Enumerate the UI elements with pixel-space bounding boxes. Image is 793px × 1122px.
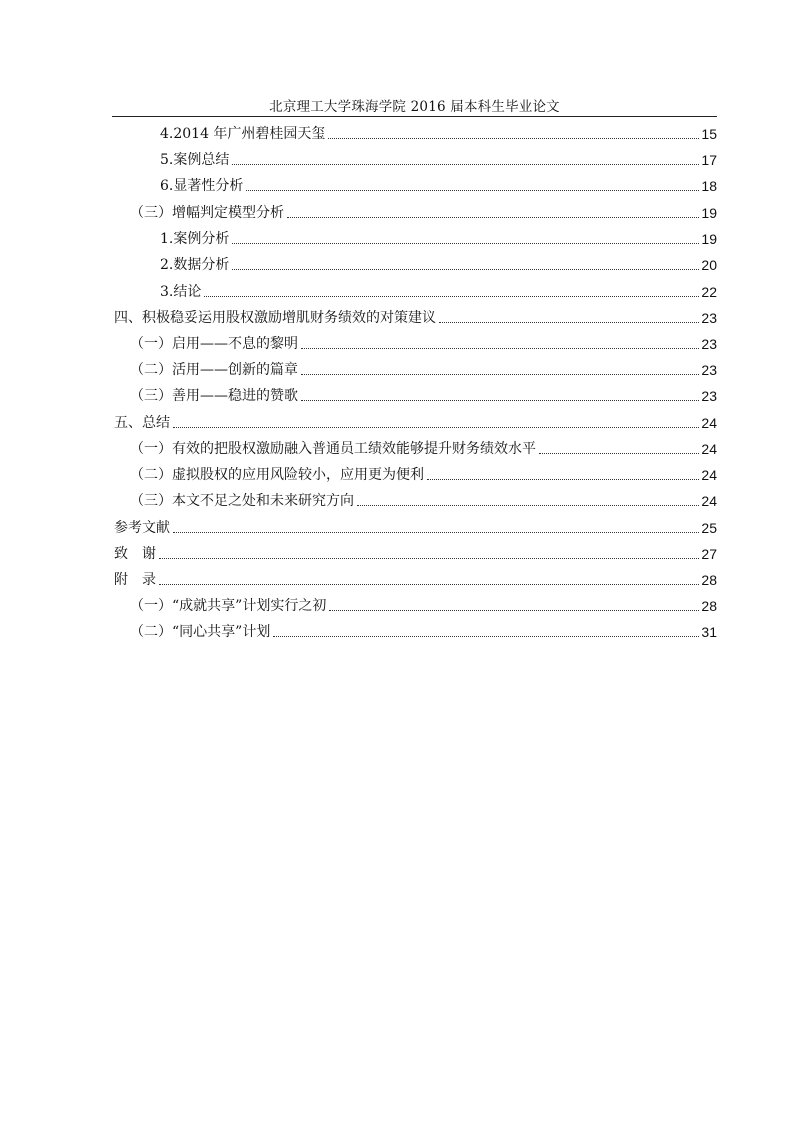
toc-entry[interactable] bbox=[160, 147, 717, 169]
toc-entry-title: （二）活用——创新的篇章 bbox=[130, 362, 298, 378]
header-rule bbox=[112, 116, 717, 117]
toc-entry-page: 15 bbox=[701, 126, 717, 142]
toc-leader-dots bbox=[287, 216, 699, 218]
toc-entry[interactable] bbox=[160, 252, 717, 274]
toc-entry-page: 24 bbox=[701, 441, 717, 457]
toc-entry-title: （一）“成就共享”计划实行之初 bbox=[130, 598, 327, 614]
toc-leader-dots bbox=[301, 399, 699, 401]
toc-leader-dots bbox=[539, 452, 699, 454]
toc-entry-title: 2.数据分析 bbox=[160, 257, 230, 273]
toc-entry[interactable] bbox=[130, 200, 717, 222]
toc-entry[interactable] bbox=[160, 121, 717, 143]
toc-entry-title: （二）虚拟股权的应用风险较小，应用更为便利 bbox=[130, 467, 424, 483]
toc-entry-page: 23 bbox=[701, 336, 717, 352]
toc-entry-title: （一）启用——不息的黎明 bbox=[130, 336, 298, 352]
toc-entry-title: （二）“同心共享”计划 bbox=[130, 624, 271, 640]
toc-entry[interactable] bbox=[130, 488, 717, 510]
toc-entry[interactable] bbox=[130, 357, 717, 379]
toc-entry-page: 22 bbox=[701, 284, 717, 300]
toc-entry[interactable] bbox=[130, 436, 717, 458]
toc-leader-dots bbox=[329, 609, 699, 611]
toc-leader-dots bbox=[232, 242, 699, 244]
toc-entry[interactable] bbox=[130, 619, 717, 641]
toc-entry-page: 18 bbox=[701, 178, 717, 194]
toc-leader-dots bbox=[439, 321, 699, 323]
toc-entry-page: 23 bbox=[701, 362, 717, 378]
toc-entry[interactable] bbox=[114, 515, 717, 537]
toc-entry-title: （三）善用——稳进的赞歌 bbox=[130, 388, 298, 404]
toc-leader-dots bbox=[301, 373, 699, 375]
toc-entry[interactable] bbox=[114, 410, 717, 432]
toc-entry-title: 5.案例总结 bbox=[160, 152, 230, 168]
toc-entry[interactable] bbox=[160, 279, 717, 301]
toc-entry-title: （三）本文不足之处和未来研究方向 bbox=[130, 493, 354, 509]
toc-entry-page: 19 bbox=[701, 231, 717, 247]
toc-entry-title: 4.2014 年广州碧桂园天玺 bbox=[160, 126, 326, 142]
toc-entry-title: 致 谢 bbox=[114, 546, 156, 562]
toc-entry[interactable] bbox=[130, 593, 717, 615]
toc-entry[interactable] bbox=[130, 462, 717, 484]
toc-entry-title: 四、积极稳妥运用股权激励增肌财务绩效的对策建议 bbox=[114, 310, 436, 326]
toc-entry-page: 25 bbox=[701, 520, 717, 536]
toc-entry-title: 附 录 bbox=[114, 572, 156, 588]
toc-entry-page: 24 bbox=[701, 467, 717, 483]
toc-entry-page: 23 bbox=[701, 310, 717, 326]
toc-entry-title: 3.结论 bbox=[160, 284, 202, 300]
toc-leader-dots bbox=[232, 268, 699, 270]
toc-entry-title: （一）有效的把股权激励融入普通员工绩效能够提升财务绩效水平 bbox=[130, 441, 536, 457]
toc-leader-dots bbox=[273, 635, 699, 637]
toc-leader-dots bbox=[301, 347, 699, 349]
toc-entry[interactable] bbox=[114, 305, 717, 327]
toc-entry[interactable] bbox=[130, 331, 717, 353]
toc-leader-dots bbox=[159, 557, 699, 559]
toc-entry-page: 31 bbox=[701, 624, 717, 640]
toc-entry-page: 24 bbox=[701, 493, 717, 509]
toc-entry[interactable] bbox=[160, 226, 717, 248]
toc-entry-title: 参考文献 bbox=[114, 520, 170, 536]
toc-entry-page: 28 bbox=[701, 572, 717, 588]
toc-leader-dots bbox=[427, 478, 699, 480]
toc-leader-dots bbox=[357, 504, 699, 506]
toc-entry-page: 24 bbox=[701, 415, 717, 431]
toc-entry-page: 19 bbox=[701, 205, 717, 221]
toc-entry-title: 1.案例分析 bbox=[160, 231, 230, 247]
toc-entry-title: 6.显著性分析 bbox=[160, 178, 244, 194]
toc-entry[interactable] bbox=[130, 383, 717, 405]
toc-entry[interactable] bbox=[160, 173, 717, 195]
toc-leader-dots bbox=[328, 137, 699, 139]
toc-leader-dots bbox=[204, 295, 699, 297]
toc-leader-dots bbox=[173, 531, 699, 533]
toc-entry-title: 五、总结 bbox=[114, 415, 170, 431]
toc-entry-page: 20 bbox=[701, 257, 717, 273]
toc-entry-page: 28 bbox=[701, 598, 717, 614]
toc-entry[interactable] bbox=[114, 541, 717, 563]
toc-entry-page: 17 bbox=[701, 152, 717, 168]
toc-leader-dots bbox=[173, 426, 699, 428]
toc-entry-title: （三）增幅判定模型分析 bbox=[130, 205, 284, 221]
toc-leader-dots bbox=[232, 163, 699, 165]
toc-leader-dots bbox=[159, 583, 699, 585]
toc-entry[interactable] bbox=[114, 567, 717, 589]
page-header: 北京理工大学珠海学院 2016 届本科生毕业论文 bbox=[269, 99, 560, 115]
toc-leader-dots bbox=[246, 189, 699, 191]
toc-entry-page: 23 bbox=[701, 388, 717, 404]
toc-entry-page: 27 bbox=[701, 546, 717, 562]
